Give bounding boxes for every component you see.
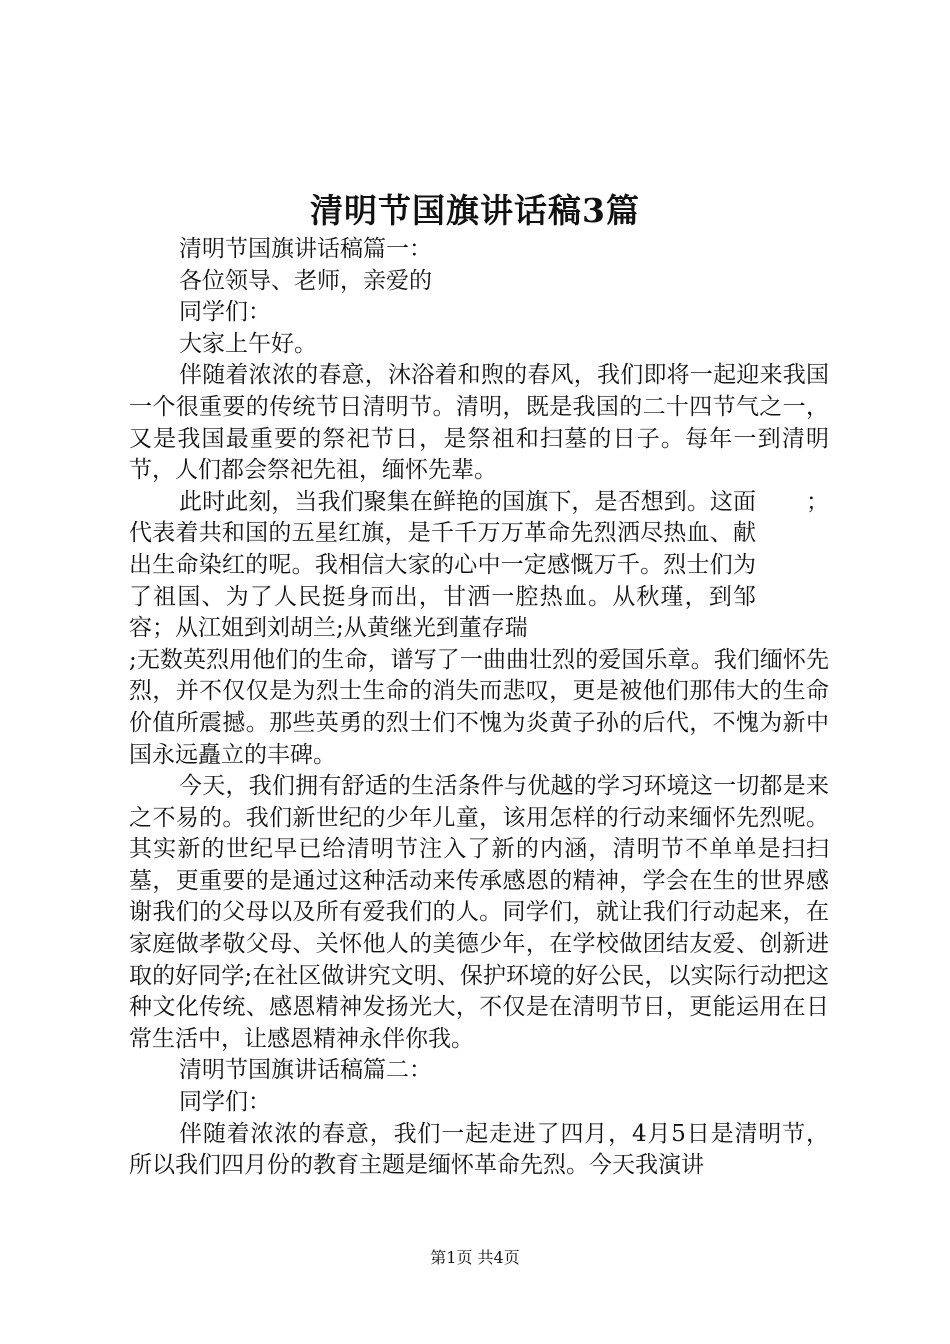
paragraph: 清明节国旗讲话稿篇二： bbox=[179, 1057, 432, 1084]
paragraph-text: 此时此刻，当我们聚集在鲜艳的国旗下，是否想到。这面代表着共和国的五星红旗，是千千万万革命先烈洒尽热血、献出生命染红的呢。我相信大家的心中一定感慨万千。烈士们为了祖国、为了人民挺身而出，甘洒一腔热血。从秋瑾，到邹容；从江姐到刘胡兰;从黄继光到董存瑞 bbox=[129, 488, 756, 642]
page-footer: 第1页 共4页 bbox=[430, 1248, 520, 1267]
document-title: 清明节国旗讲话稿3篇 bbox=[310, 191, 640, 230]
paragraph: 同学们： bbox=[179, 1089, 271, 1116]
paragraph: ;无数英烈用他们的生命，谱写了一曲曲壮烈的爱国乐章。我们缅怀先烈，并不仅仅是为烈士生命的消失而悲叹，更是被他们那伟大的生命价值所震撼。那些英勇的烈士们不愧为炎黄子孙的后代，不愧为新中国永远矗立的丰碑。 bbox=[129, 646, 829, 768]
paragraph-tail: ； bbox=[806, 488, 829, 515]
paragraph: 今天，我们拥有舒适的生活条件与优越的学习环境这一切都是来之不易的。我们新世纪的少年儿童，该用怎样的行动来缅怀先烈呢。其实新的世纪早已给清明节注入了新的内涵，清明节不单单是扫扫墓，更重要的是通过这种活动来传承感恩的精神，学会在生的世界感谢我们的父母以及所有爱我们的人。同学们，就让我们行动起来，在家庭做孝敬父母、关怀他人的美德少年，在学校做团结友爱、创新进取的好同学;在社区做讲究文明、保护环境的好公民，以实际行动把这种文化传统、感恩精神发扬光大，不仅是在清明节日，更能运用在日常生活中，让感恩精神永伴你我。 bbox=[129, 773, 829, 1052]
paragraph: 清明节国旗讲话稿篇一： bbox=[179, 236, 432, 262]
paragraph: 伴随着浓浓的春意，沐浴着和煦的春风，我们即将一起迎来我国一个很重要的传统节日清明节。清明，既是我国的二十四节气之一，又是我国最重要的祭祀节日，是祭祖和扫墓的日子。每年一到清明节，人们都会祭祀先祖，缅怀先辈。 bbox=[129, 362, 829, 484]
paragraph: 各位领导、老师，亲爱的 bbox=[179, 267, 432, 294]
paragraph: 大家上午好。 bbox=[179, 330, 317, 357]
paragraph bbox=[129, 487, 829, 645]
document-body bbox=[129, 234, 829, 1182]
paragraph: 伴随着浓浓的春意，我们一起走进了四月，4月5日是清明节，所以我们四月份的教育主题是缅怀革命先烈。今天我演讲 bbox=[129, 1120, 829, 1179]
paragraph: 同学们： bbox=[179, 299, 271, 326]
